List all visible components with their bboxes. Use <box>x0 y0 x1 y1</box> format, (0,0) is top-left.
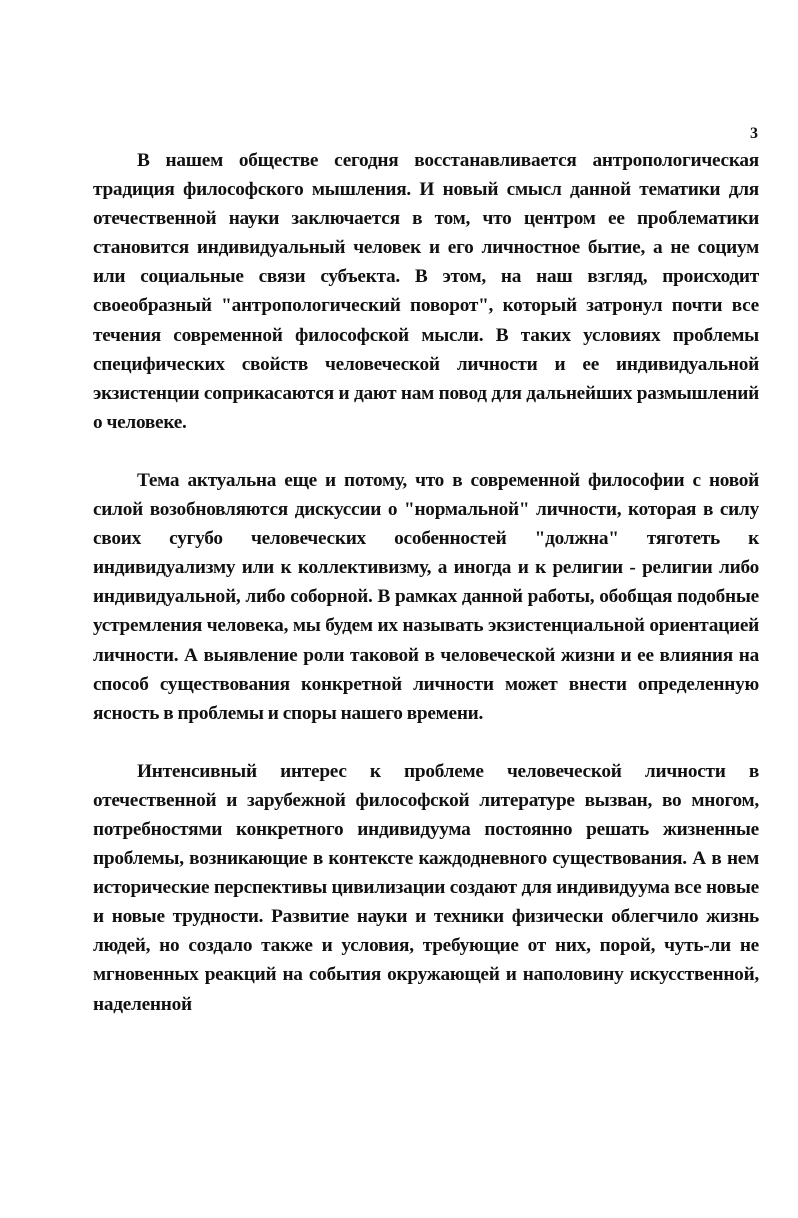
body-text <box>93 146 759 1019</box>
paragraph-3: Интенсивный интерес к проблеме человеческой личности в отечественной и зарубежной философской литературе вызван, во многом, потребностями конкретного индивидуума постоянно решать жизненные проблемы, возникающие в контексте каждодневного существования. А в нем исторические перспективы цивилизации создают для индивидуума все новые и новые трудности. Развитие науки и техники физически облегчило жизнь людей, но создало также и условия, требующие от них, порой, чуть-ли не мгновенных реакций на события окружающей и наполовину искусственной, наделенной <box>93 760 759 1015</box>
paragraph-2: Тема актуальна еще и потому, что в современной философии с новой силой возобновляются дискуссии о "нормальной" личности, которая в силу своих сугубо человеческих особенностей "должна" тяготеть к индивидуализму или к коллективизму, а иногда и к религии - религии либо индивидуальной, либо соборной. В рамках данной работы, обобщая подобные устремления человека, мы будем их называть экзистенциальной ориентацией личности. А выявление роли таковой в человеческой жизни и ее влияния на способ существования конкретной личности может внести определенную ясность в проблемы и споры нашего времени. <box>93 469 759 724</box>
page-number: 3 <box>750 125 758 142</box>
paragraph-1: В нашем обществе сегодня восстанавливается антропологическая традиция философского мышления. И новый смысл данной тематики для отечественной науки заключается в том, что центром ее проблематики становится индивидуальный человек и его личностное бытие, а не социум или социальные связи субъекта. В этом, на наш взгляд, происходит своеобразный "антропологический поворот", который затронул почти все течения современной философской мысли. В таких условиях проблемы специфических свойств человеческой личности и ее индивидуальной экзистенции соприкасаются и дают нам повод для дальнейших размышлений о человеке. <box>93 150 759 433</box>
